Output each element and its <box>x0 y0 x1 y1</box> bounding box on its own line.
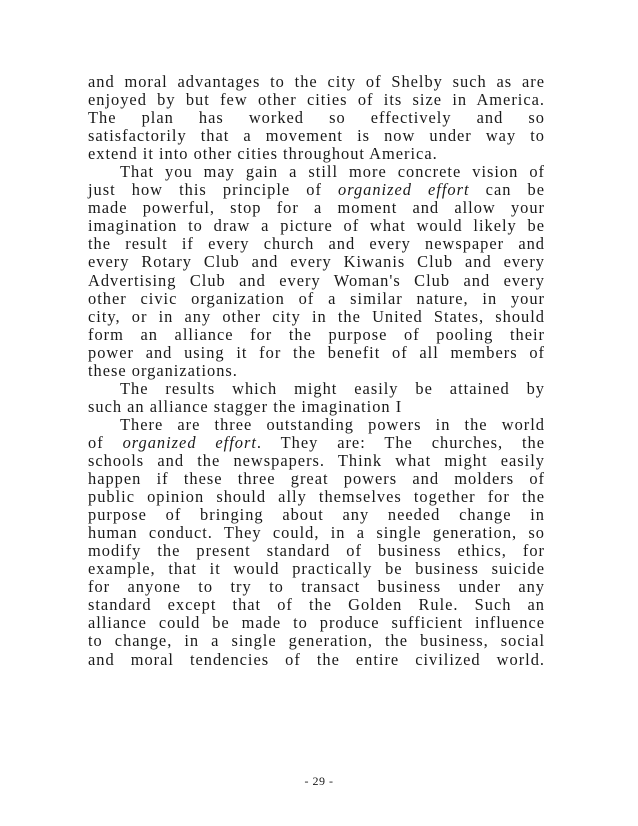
text-line <box>88 91 545 109</box>
italic-phrase: organized effort <box>122 432 257 452</box>
text-line <box>88 181 545 199</box>
text-segment: other civic organization of a similar nature, in your <box>88 288 545 308</box>
text-line <box>88 578 545 596</box>
text-line <box>88 542 545 560</box>
text-line <box>88 380 545 398</box>
text-segment: . They are: The churches, the <box>256 432 545 452</box>
text-line <box>88 308 545 326</box>
text-segment: standard except that of the Golden Rule. Such an <box>88 595 545 615</box>
text-line <box>88 199 545 217</box>
text-segment: form an alliance for the purpose of pooling their <box>88 324 545 344</box>
text-segment: extend it into other cities throughout America. <box>88 144 438 164</box>
text-line <box>88 290 545 308</box>
text-segment: modify the present standard of business ethics, for <box>88 541 545 561</box>
text-line <box>88 524 545 542</box>
text-segment: purpose of bringing about any needed change in <box>88 505 545 525</box>
text-segment: the result if every church and every newspaper and <box>88 234 545 254</box>
text-line <box>88 163 545 181</box>
text-segment: human conduct. They could, in a single generation, so <box>88 523 545 543</box>
text-segment: That you may gain a still more concrete vision of <box>120 162 545 182</box>
text-line <box>88 326 545 344</box>
text-segment: example, that it would practically be business suicide <box>88 559 545 579</box>
text-line <box>88 272 545 290</box>
paragraph <box>88 416 545 669</box>
text-line <box>88 73 545 91</box>
text-line <box>88 632 545 650</box>
text-line <box>88 434 545 452</box>
text-line <box>88 596 545 614</box>
text-segment: alliance could be made to produce sufficient influence <box>88 613 545 633</box>
text-line <box>88 398 545 416</box>
text-segment: There are three outstanding powers in the world <box>120 414 545 434</box>
paragraph <box>88 163 545 380</box>
text-segment: of <box>88 432 123 452</box>
text-line <box>88 362 545 380</box>
italic-phrase: organized effort <box>338 180 470 200</box>
text-segment: schools and the newspapers. Think what might easily <box>88 450 545 470</box>
text-segment: happen if these three great powers and molders of <box>88 469 545 489</box>
text-segment: Advertising Club and every Woman's Club and every <box>88 270 545 290</box>
text-line <box>88 127 545 145</box>
text-line <box>88 253 545 271</box>
page-number: - 29 - <box>304 774 334 788</box>
text-segment: just how this principle of <box>88 180 338 200</box>
text-segment: and moral tendencies of the entire civilized world. <box>88 649 545 669</box>
text-line <box>88 506 545 524</box>
text-segment: imagination to draw a picture of what would likely be <box>88 216 545 236</box>
text-segment: The plan has worked so effectively and so <box>88 108 545 128</box>
text-line <box>88 344 545 362</box>
text-line <box>88 235 545 253</box>
text-segment: power and using it for the benefit of all members of <box>88 342 545 362</box>
text-line <box>88 470 545 488</box>
text-segment: such an alliance stagger the imagination I <box>88 396 403 416</box>
paragraph <box>88 380 545 416</box>
text-segment: these organizations. <box>88 360 238 380</box>
text-segment: made powerful, stop for a moment and allow your <box>88 198 545 218</box>
body-text <box>88 73 545 669</box>
text-line <box>88 145 545 163</box>
text-segment: every Rotary Club and every Kiwanis Club and every <box>88 252 545 272</box>
text-segment: for anyone to try to transact business under any <box>88 577 545 597</box>
text-line <box>88 452 545 470</box>
text-segment: satisfactorily that a movement is now under way to <box>88 126 545 146</box>
text-segment: public opinion should ally themselves together for the <box>88 487 545 507</box>
paragraph <box>88 73 545 163</box>
text-line <box>88 109 545 127</box>
text-line <box>88 614 545 632</box>
text-line <box>88 560 545 578</box>
text-segment: and moral advantages to the city of Shelby such as are <box>88 72 545 91</box>
text-segment: can be <box>469 180 545 200</box>
text-segment: to change, in a single generation, the business, social <box>88 631 545 651</box>
text-line <box>88 416 545 434</box>
text-segment: The results which might easily be attained by <box>120 378 545 398</box>
text-segment: enjoyed by but few other cities of its size in America. <box>88 90 545 110</box>
text-segment: city, or in any other city in the United States, should <box>88 306 545 326</box>
text-line <box>88 217 545 235</box>
text-line <box>88 488 545 506</box>
text-line <box>88 651 545 669</box>
